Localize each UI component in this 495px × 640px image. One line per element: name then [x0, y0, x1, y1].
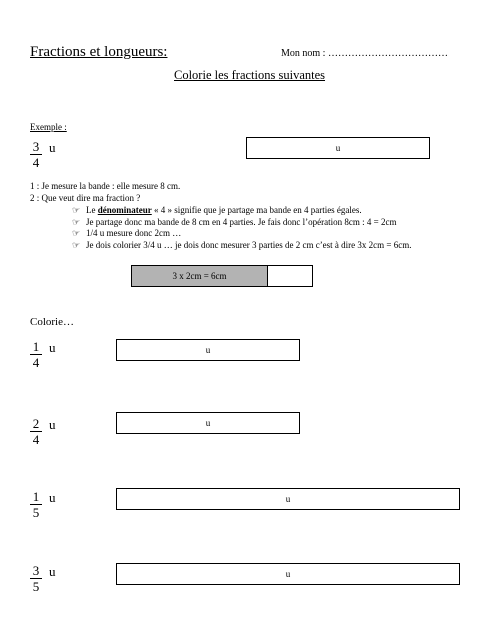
- exercise-unit-4: u: [49, 564, 56, 579]
- exercises-label: Colorie…: [30, 316, 74, 328]
- name-field-label: Mon nom : ………………………………: [281, 48, 448, 59]
- bullet-item: ☞ Je dois colorier 3/4 u … je dois donc mesurer 3 parties de 2 cm c’est à dire 3x 2cm = 6cm.: [72, 239, 412, 250]
- step-1: 1 : Je mesure la bande : elle mesure 8 cm.: [30, 181, 181, 191]
- step-2: 2 : Que veut dire ma fraction ?: [30, 192, 141, 203]
- example-bar: [246, 137, 430, 159]
- hand-pointer-icon: ☞: [72, 239, 81, 250]
- example-fraction: [30, 140, 42, 171]
- example-steps: [30, 181, 180, 204]
- bar-label: u: [335, 143, 341, 153]
- instruction-heading: Colorie les fractions suivantes: [174, 68, 326, 82]
- demo-colored-bar: [131, 265, 313, 287]
- exercise-bar-2[interactable]: u: [116, 412, 300, 434]
- exercise-fraction-1: $\frac{1}{4}$: [30, 340, 42, 371]
- example-label: Exemple :: [30, 122, 67, 132]
- exercise-fraction-4: $\frac{3}{5}$: [30, 564, 42, 595]
- exercise-bar-3[interactable]: u: [116, 488, 460, 510]
- fraction-numerator: 3: [30, 140, 42, 155]
- bullet-item: ☞ 1/4 u mesure donc 2cm …: [72, 228, 182, 238]
- demo-label: 3 x 2cm = 6cm: [172, 271, 227, 281]
- hand-pointer-icon: ☞: [72, 205, 81, 215]
- exercise-bar-4[interactable]: u: [116, 563, 460, 585]
- exercise-unit-3: u: [49, 490, 56, 505]
- example-unit: u: [49, 140, 56, 155]
- fraction-denominator: 4: [32, 155, 40, 170]
- bullet-item: ☞ Je partage donc ma bande de 8 cm en 4 parties. Je fais donc l’opération 8cm : 4 = 2cm: [72, 216, 397, 227]
- denominator-term: dénominateur: [97, 205, 152, 215]
- exercise-fraction-3: $\frac{1}{5}$: [30, 490, 42, 521]
- exercise-unit-2: u: [49, 417, 56, 432]
- bullet-item: ☞ Le dénominateur « 4 » signifie que je partage ma bande en 4 parties égales.: [72, 205, 362, 215]
- example-bullets: [72, 205, 412, 251]
- exercise-bar-1[interactable]: u: [116, 339, 300, 361]
- exercise-fraction-2: $\frac{2}{4}$: [30, 417, 42, 448]
- exercise-unit-1: u: [49, 340, 56, 355]
- page-title: Fractions et longueurs:: [30, 44, 168, 60]
- hand-pointer-icon: ☞: [72, 228, 81, 238]
- demo-colored-part: [132, 266, 268, 286]
- hand-pointer-icon: ☞: [72, 216, 81, 227]
